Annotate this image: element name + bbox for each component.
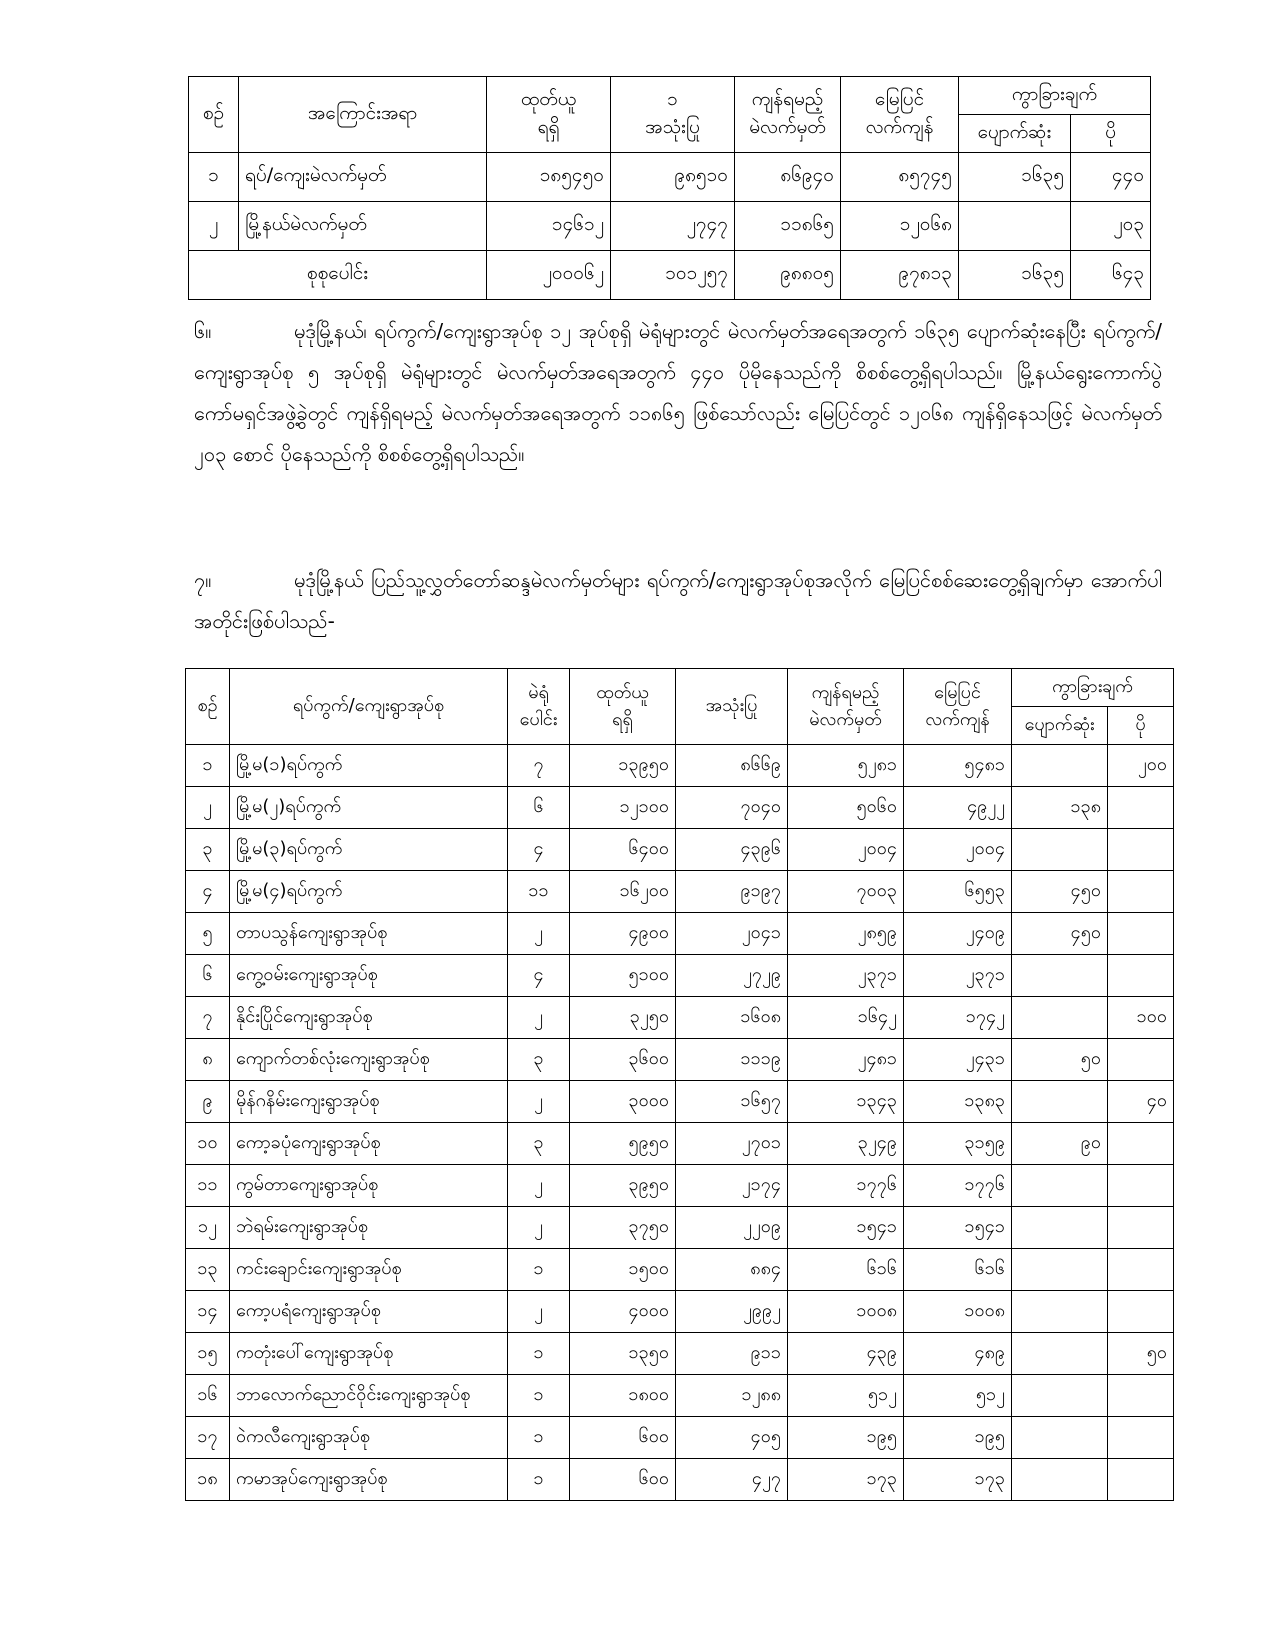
cell-received: ၅၁၀၀: [570, 955, 676, 997]
header-used: အသုံးပြု: [676, 669, 788, 745]
cell-ward: ဘာလောက်ညောင်ဝိုင်းကျေးရွာအုပ်စု: [230, 1375, 508, 1417]
cell-actual-remain: ၄၉၂၂: [904, 787, 1012, 829]
cell-used: ၂၉၉၂: [676, 1291, 788, 1333]
cell-ward: ကွေ့ဝမ်းကျေးရွာအုပ်စု: [230, 955, 508, 997]
table-row: [186, 1207, 1174, 1249]
table-row: [189, 202, 1151, 251]
cell-missing: ၄၅၀: [1012, 913, 1108, 955]
table-header-row: [189, 77, 1151, 115]
cell-received: ၃၀၀၀: [570, 1081, 676, 1123]
cell-stations: ၄: [508, 955, 570, 997]
cell-actual-remain: ၄၈၉: [904, 1333, 1012, 1375]
cell-used: ၂၇၂၉: [676, 955, 788, 997]
cell-used: ၄၀၅: [676, 1417, 788, 1459]
cell-should-remain: ၈၆၉၄၀: [735, 153, 841, 202]
cell-ward: ကင်းချောင်းကျေးရွာအုပ်စု: [230, 1249, 508, 1291]
total-received: ၂၀၀၀၆၂: [487, 251, 611, 300]
cell-stations: ၃: [508, 1123, 570, 1165]
header-should-remain: ကျန်ရမည့် မဲလက်မှတ်: [735, 77, 841, 153]
cell-excess: ၄၀: [1108, 1081, 1174, 1123]
cell-ward: မြို့မ(၃)ရပ်ကွက်: [230, 829, 508, 871]
header-actual-remain: မြေပြင် လက်ကျန်: [841, 77, 959, 153]
cell-received: ၆၀၀: [570, 1417, 676, 1459]
cell-missing: ၁၆၃၅: [959, 153, 1071, 202]
cell-should-remain: ၅၁၂: [788, 1375, 904, 1417]
cell-stations: ၁: [508, 1375, 570, 1417]
header-excess: ပို: [1071, 115, 1151, 153]
cell-ward: မြို့မ(၄)ရပ်ကွက်: [230, 871, 508, 913]
header-excess: ပို: [1108, 707, 1174, 745]
header-received: ထုတ်ယူ ရရှိ: [487, 77, 611, 153]
cell-stations: ၄: [508, 829, 570, 871]
cell-excess: ၁၀၀: [1108, 997, 1174, 1039]
total-missing: ၁၆၃၅: [959, 251, 1071, 300]
cell-no: ၇: [186, 997, 230, 1039]
cell-stations: ၁: [508, 1459, 570, 1501]
cell-no: ၂: [189, 202, 239, 251]
cell-no: ၈: [186, 1039, 230, 1081]
header-actual-remain: မြေပြင် လက်ကျန်: [904, 669, 1012, 745]
cell-missing: [1012, 1165, 1108, 1207]
cell-ward: ကတုံးပေါ်ကျေးရွာအုပ်စု: [230, 1333, 508, 1375]
total-used: ၁၀၁၂၅၇: [611, 251, 735, 300]
cell-used: ၉၁၉၇: [676, 871, 788, 913]
cell-ward: ကမာအုပ်ကျေးရွာအုပ်စု: [230, 1459, 508, 1501]
cell-ward: မြို့မ(၁)ရပ်ကွက်: [230, 745, 508, 787]
cell-received: ၁၃၅၀: [570, 1333, 676, 1375]
cell-description: ရပ်/ကျေးမဲလက်မှတ်: [239, 153, 487, 202]
cell-stations: ၁: [508, 1333, 570, 1375]
cell-used: ၇၀၄၀: [676, 787, 788, 829]
cell-stations: ၆: [508, 787, 570, 829]
header-received: ထုတ်ယူ ရရှိ: [570, 669, 676, 745]
cell-actual-remain: ၁၇၃: [904, 1459, 1012, 1501]
paragraph-text: မုဒုံမြို့နယ် ပြည်သူ့လွှတ်တော်ဆန္ဒမဲလက်မှတ်များ ရပ်ကွက်/ကျေးရွာအုပ်စုအလိုက် မြေပြင်စစ်ဆေးတွေ့ရှိချက်မှာ အောက်ပါအတိုင်းဖြစ်ပါသည်-: [194, 568, 1162, 633]
cell-ward: တာပသွန်ကျေးရွာအုပ်စု: [230, 913, 508, 955]
table-row: [186, 1123, 1174, 1165]
cell-should-remain: ၁၁၈၆၅: [735, 202, 841, 251]
cell-used: ၈၆၆၉: [676, 745, 788, 787]
header-stations: မဲရုံ ပေါင်း: [508, 669, 570, 745]
cell-actual-remain: ၂၄၀၉: [904, 913, 1012, 955]
total-should-remain: ၉၈၈၀၅: [735, 251, 841, 300]
cell-actual-remain: ၁၉၅: [904, 1417, 1012, 1459]
cell-ward: မြို့မ(၂)ရပ်ကွက်: [230, 787, 508, 829]
cell-stations: ၂: [508, 1207, 570, 1249]
table-row: [186, 1375, 1174, 1417]
header-missing: ပျောက်ဆုံး: [959, 115, 1071, 153]
cell-received: ၁၃၉၅၀: [570, 745, 676, 787]
cell-actual-remain: ၂၃၇၁: [904, 955, 1012, 997]
cell-should-remain: ၃၂၄၉: [788, 1123, 904, 1165]
cell-used: ၁၁၁၉: [676, 1039, 788, 1081]
cell-actual-remain: ၈၅၇၄၅: [841, 153, 959, 202]
cell-no: ၄: [186, 871, 230, 913]
cell-no: ၁၃: [186, 1249, 230, 1291]
cell-ward: ကွမ်တာကျေးရွာအုပ်စု: [230, 1165, 508, 1207]
cell-excess: [1108, 1375, 1174, 1417]
cell-actual-remain: ၆၁၆: [904, 1249, 1012, 1291]
cell-ward: နိုင်းပြိုင်ကျေးရွာအုပ်စု: [230, 997, 508, 1039]
table-row: [186, 1459, 1174, 1501]
cell-missing: [1012, 955, 1108, 997]
cell-actual-remain: ၁၂၀၆၈: [841, 202, 959, 251]
cell-missing: [1012, 1417, 1108, 1459]
cell-missing: [1012, 1459, 1108, 1501]
cell-no: ၂: [186, 787, 230, 829]
table-row: [186, 829, 1174, 871]
cell-no: ၅: [186, 913, 230, 955]
cell-used: ၂၂၀၉: [676, 1207, 788, 1249]
ward-table: [185, 668, 1174, 1501]
cell-received: ၁၂၁၀၀: [570, 787, 676, 829]
cell-actual-remain: ၅၁၂: [904, 1375, 1012, 1417]
cell-received: ၆၀၀: [570, 1459, 676, 1501]
cell-should-remain: ၂၈၅၉: [788, 913, 904, 955]
cell-excess: [1108, 787, 1174, 829]
cell-used: ၁၆၀၈: [676, 997, 788, 1039]
cell-excess: ၂၀၀: [1108, 745, 1174, 787]
table-row: [186, 1165, 1174, 1207]
header-should-remain: ကျန်ရမည့် မဲလက်မှတ်: [788, 669, 904, 745]
cell-stations: ၂: [508, 1291, 570, 1333]
cell-ward: ဝဲကလီကျေးရွာအုပ်စု: [230, 1417, 508, 1459]
cell-received: ၄၉၀၀: [570, 913, 676, 955]
cell-used: ၂၀၄၁: [676, 913, 788, 955]
cell-should-remain: ၂၄၈၁: [788, 1039, 904, 1081]
cell-used: ၂၇၄၇: [611, 202, 735, 251]
header-no: စဉ်: [186, 669, 230, 745]
table-row: [186, 1081, 1174, 1123]
table-row: [186, 1417, 1174, 1459]
table-row: [186, 745, 1174, 787]
cell-excess: [1108, 1039, 1174, 1081]
cell-no: ၁၂: [186, 1207, 230, 1249]
cell-actual-remain: ၁၇၇၆: [904, 1165, 1012, 1207]
cell-used: ၉၈၅၁၀: [611, 153, 735, 202]
cell-no: ၁: [189, 153, 239, 202]
cell-actual-remain: ၁၅၄၁: [904, 1207, 1012, 1249]
cell-no: ၁၅: [186, 1333, 230, 1375]
cell-should-remain: ၁၇၇၆: [788, 1165, 904, 1207]
cell-missing: [1012, 1249, 1108, 1291]
header-used: ၁ အသုံးပြု: [611, 77, 735, 153]
cell-ward: ကော့ပရံကျေးရွာအုပ်စု: [230, 1291, 508, 1333]
header-ward: ရပ်ကွက်/ကျေးရွာအုပ်စု: [230, 669, 508, 745]
cell-missing: ၉၀: [1012, 1123, 1108, 1165]
cell-missing: ၄၅၀: [1012, 871, 1108, 913]
cell-missing: [1012, 997, 1108, 1039]
cell-missing: [959, 202, 1071, 251]
paragraph-number: ၇။: [194, 568, 212, 592]
cell-no: ၁၈: [186, 1459, 230, 1501]
cell-ward: မိုန်ဂနိမ်းကျေးရွာအုပ်စု: [230, 1081, 508, 1123]
table-row: [186, 1039, 1174, 1081]
total-label: စုစုပေါင်း: [189, 251, 487, 300]
cell-missing: ၁၃၈: [1012, 787, 1108, 829]
cell-no: ၁၆: [186, 1375, 230, 1417]
cell-missing: [1012, 1333, 1108, 1375]
cell-missing: [1012, 829, 1108, 871]
cell-description: မြို့နယ်မဲလက်မှတ်: [239, 202, 487, 251]
cell-excess: [1108, 1207, 1174, 1249]
cell-missing: [1012, 1207, 1108, 1249]
header-difference: ကွာခြားချက်: [959, 77, 1151, 115]
cell-received: ၃၂၅၀: [570, 997, 676, 1039]
table-row: [186, 1291, 1174, 1333]
total-row: [189, 251, 1151, 300]
cell-actual-remain: ၆၅၅၃: [904, 871, 1012, 913]
cell-missing: [1012, 745, 1108, 787]
table-row: [186, 871, 1174, 913]
total-actual-remain: ၉၇၈၁၃: [841, 251, 959, 300]
table-row: [186, 913, 1174, 955]
cell-actual-remain: ၂၀၀၄: [904, 829, 1012, 871]
cell-should-remain: ၅၀၆၀: [788, 787, 904, 829]
cell-excess: [1108, 1249, 1174, 1291]
cell-no: ၁၄: [186, 1291, 230, 1333]
cell-excess: ၄၄၀: [1071, 153, 1151, 202]
paragraph-text: မုဒုံမြို့နယ်၊ ရပ်ကွက်/ကျေးရွာအုပ်စု ၁၂ အုပ်စုရှိ မဲရုံများတွင် မဲလက်မှတ်အရေအတွက် ၁၆၃၅ ပျောက်ဆုံးနေပြီး ရပ်ကွက်/ကျေးရွာအုပ်စု ၅ အုပ်စုရှိ မဲရုံများတွင် မဲလက်မှတ်အရေအတွက် ၄၄၀ ပိုမိုနေသည်ကို စိစစ်တွေ့ရှိရပါသည်။ မြို့နယ်ရွေးကောက်ပွဲကော်မရှင်အဖွဲ့ခွဲတွင် ကျန်ရှိရမည့် မဲလက်မှတ်အရေအတွက် ၁၁၈၆၅ ဖြစ်သော်လည်း မြေပြင်တွင် ၁၂၀၆၈ ကျန်ရှိနေသဖြင့် မဲလက်မှတ် ၂၀၃ စောင် ပိုနေသည်ကို စိစစ်တွေ့ရှိရပါသည်။: [194, 319, 1162, 466]
cell-stations: ၁: [508, 1249, 570, 1291]
cell-excess: [1108, 1459, 1174, 1501]
cell-actual-remain: ၁၇၄၂: [904, 997, 1012, 1039]
cell-ward: ကျောက်တစ်လုံးကျေးရွာအုပ်စု: [230, 1039, 508, 1081]
paragraph-7: [194, 560, 1162, 642]
table-row: [186, 955, 1174, 997]
cell-no: ၁၇: [186, 1417, 230, 1459]
cell-excess: [1108, 1165, 1174, 1207]
cell-actual-remain: ၁၀၀၈: [904, 1291, 1012, 1333]
cell-excess: [1108, 1123, 1174, 1165]
cell-excess: ၅၀: [1108, 1333, 1174, 1375]
cell-ward: ဘဲရမ်းကျေးရွာအုပ်စု: [230, 1207, 508, 1249]
cell-missing: ၅၀: [1012, 1039, 1108, 1081]
cell-received: ၄၀၀၀: [570, 1291, 676, 1333]
cell-excess: [1108, 1417, 1174, 1459]
cell-no: ၁၀: [186, 1123, 230, 1165]
cell-should-remain: ၂၃၇၁: [788, 955, 904, 997]
cell-should-remain: ၁၃၄၃: [788, 1081, 904, 1123]
table-row: [186, 787, 1174, 829]
table-header-row: [186, 669, 1174, 707]
cell-stations: ၃: [508, 1039, 570, 1081]
table-row: [186, 1249, 1174, 1291]
cell-received: ၁၆၂၀၀: [570, 871, 676, 913]
cell-stations: ၁၁: [508, 871, 570, 913]
cell-used: ၁၆၅၇: [676, 1081, 788, 1123]
summary-table: [188, 76, 1151, 300]
cell-used: ၈၈၄: [676, 1249, 788, 1291]
cell-should-remain: ၁၇၃: [788, 1459, 904, 1501]
cell-excess: ၂၀၃: [1071, 202, 1151, 251]
cell-excess: [1108, 871, 1174, 913]
cell-no: ၁၁: [186, 1165, 230, 1207]
cell-missing: [1012, 1375, 1108, 1417]
header-no: စဉ်: [189, 77, 239, 153]
cell-missing: [1012, 1081, 1108, 1123]
header-difference: ကွာခြားချက်: [1012, 669, 1174, 707]
cell-received: ၅၉၅၀: [570, 1123, 676, 1165]
cell-received: ၁၈၀၀: [570, 1375, 676, 1417]
cell-actual-remain: ၂၄၃၁: [904, 1039, 1012, 1081]
cell-should-remain: ၁၉၅: [788, 1417, 904, 1459]
table-row: [186, 997, 1174, 1039]
cell-should-remain: ၁၅၄၁: [788, 1207, 904, 1249]
cell-stations: ၂: [508, 997, 570, 1039]
cell-used: ၄၃၉၆: [676, 829, 788, 871]
cell-should-remain: ၇၀၀၃: [788, 871, 904, 913]
header-missing: ပျောက်ဆုံး: [1012, 707, 1108, 745]
cell-received: ၁၅၀၀: [570, 1249, 676, 1291]
cell-excess: [1108, 829, 1174, 871]
cell-stations: ၂: [508, 1165, 570, 1207]
paragraph-number: ၆။: [194, 319, 212, 343]
cell-received: ၃၆၀၀: [570, 1039, 676, 1081]
cell-excess: [1108, 913, 1174, 955]
cell-ward: ကော့ခပုံကျေးရွာအုပ်စု: [230, 1123, 508, 1165]
table-row: [189, 153, 1151, 202]
cell-received: ၃၉၅၀: [570, 1165, 676, 1207]
cell-stations: ၂: [508, 1081, 570, 1123]
cell-stations: ၇: [508, 745, 570, 787]
cell-should-remain: ၁၀၀၈: [788, 1291, 904, 1333]
cell-received: ၁၄၆၁၂: [487, 202, 611, 251]
cell-should-remain: ၄၃၉: [788, 1333, 904, 1375]
cell-received: ၁၈၅၄၅၀: [487, 153, 611, 202]
cell-missing: [1012, 1291, 1108, 1333]
cell-no: ၉: [186, 1081, 230, 1123]
header-description: အကြောင်းအရာ: [239, 77, 487, 153]
cell-used: ၂၇၀၁: [676, 1123, 788, 1165]
cell-should-remain: ၅၂၈၁: [788, 745, 904, 787]
ward-table-body: [186, 745, 1174, 1501]
cell-used: ၄၂၇: [676, 1459, 788, 1501]
cell-should-remain: ၆၁၆: [788, 1249, 904, 1291]
cell-actual-remain: ၁၃၈၃: [904, 1081, 1012, 1123]
cell-should-remain: ၂၀၀၄: [788, 829, 904, 871]
cell-actual-remain: ၃၁၅၉: [904, 1123, 1012, 1165]
cell-received: ၃၇၅၀: [570, 1207, 676, 1249]
cell-actual-remain: ၅၄၈၁: [904, 745, 1012, 787]
total-excess: ၆၄၃: [1071, 251, 1151, 300]
paragraph-6: [194, 311, 1162, 475]
cell-used: ၂၁၇၄: [676, 1165, 788, 1207]
cell-used: ၁၂၈၈: [676, 1375, 788, 1417]
cell-excess: [1108, 1291, 1174, 1333]
cell-no: ၁: [186, 745, 230, 787]
cell-no: ၃: [186, 829, 230, 871]
cell-received: ၆၄၀၀: [570, 829, 676, 871]
cell-used: ၉၁၁: [676, 1333, 788, 1375]
table-row: [186, 1333, 1174, 1375]
cell-stations: ၂: [508, 913, 570, 955]
cell-no: ၆: [186, 955, 230, 997]
cell-excess: [1108, 955, 1174, 997]
cell-should-remain: ၁၆၄၂: [788, 997, 904, 1039]
cell-stations: ၁: [508, 1417, 570, 1459]
